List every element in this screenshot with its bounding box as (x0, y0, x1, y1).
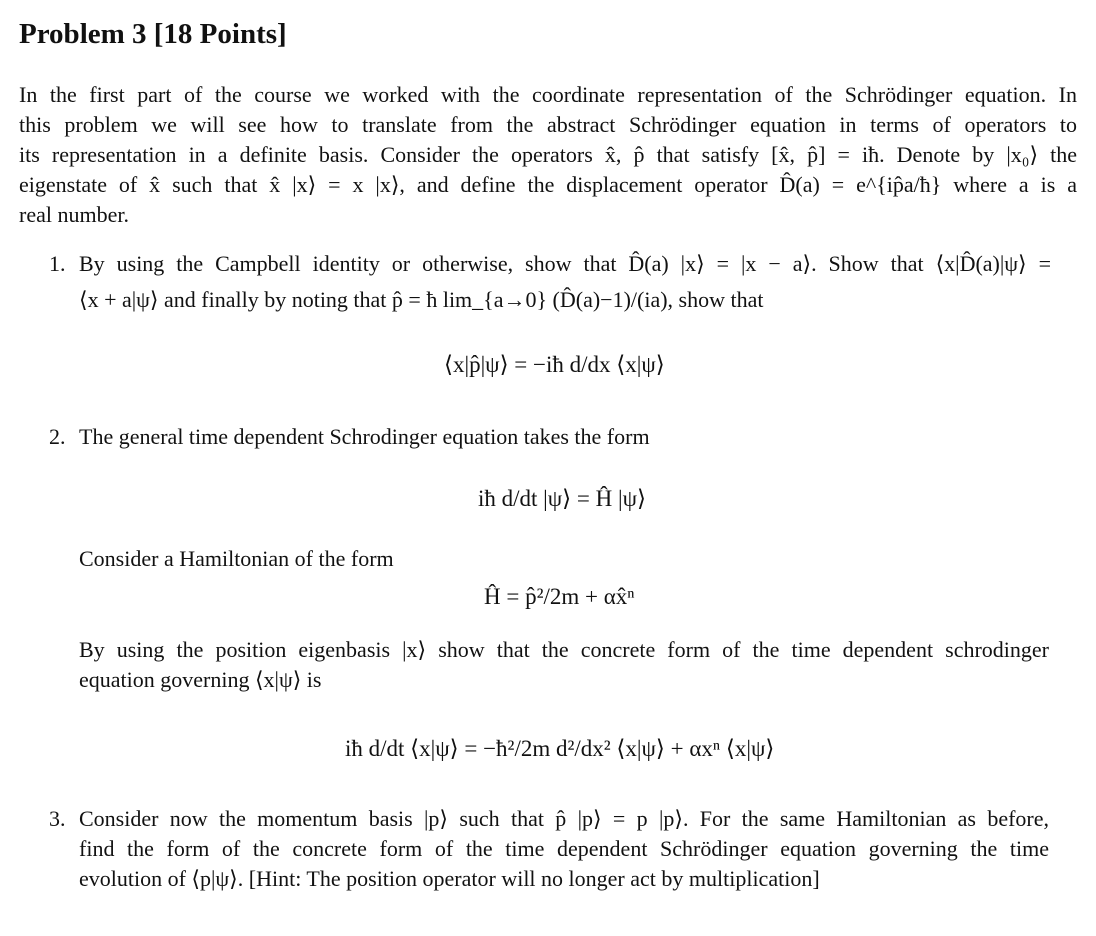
intro-line-5: real number. (19, 202, 129, 227)
intro-line-4: eigenstate of x̂ such that x̂ |x⟩ = x |x⟩, and define the displacement operator D̂(a) = e^{ip̂a/ħ} where a is a (19, 172, 1077, 197)
item-2-line-1: The general time dependent Schrodinger equation takes the form (79, 424, 650, 449)
intro-line-2: this problem we will see how to translate from the abstract Schrödinger equation in terms of operators to (19, 112, 1077, 137)
item-1-equation: ⟨x|p̂|ψ⟩ = −iħ d/dx ⟨x|ψ⟩ (444, 352, 665, 377)
item-3-line-3: evolution of ⟨p|ψ⟩. [Hint: The position operator will no longer act by multiplication] (79, 866, 820, 891)
item-3-line-1: Consider now the momentum basis |p⟩ such that p̂ |p⟩ = p |p⟩. For the same Hamiltonian as before, (79, 806, 1049, 831)
intro-line-1: In the first part of the course we worked with the coordinate representation of the Schrödinger equation. In (19, 82, 1077, 107)
item-1-number: 1. (49, 251, 66, 276)
intro-line-3: its representation in a definite basis. Consider the operators x̂, p̂ that satisfy [x̂, p̂] = iħ. Denote by |x₀⟩ the (19, 142, 1077, 167)
item-3-number: 3. (49, 806, 66, 831)
item-2-equation-2: Ĥ = p̂²/2m + αx̂ⁿ (484, 584, 635, 609)
problem-title: Problem 3 [18 Points] (19, 18, 287, 50)
intro-paragraph (19, 80, 1077, 230)
item-2-line-3: By using the position eigenbasis |x⟩ show that the concrete form of the time dependent schrodinger (79, 637, 1049, 662)
item-2-number: 2. (49, 424, 66, 449)
item-2-line-4: equation governing ⟨x|ψ⟩ is (79, 667, 322, 692)
item-2-line-2: Consider a Hamiltonian of the form (79, 546, 394, 571)
item-2-equation-3: iħ d/dt ⟨x|ψ⟩ = −ħ²/2m d²/dx² ⟨x|ψ⟩ + αxⁿ ⟨x|ψ⟩ (345, 736, 775, 761)
item-1-line-2: ⟨x + a|ψ⟩ and finally by noting that p̂ = ħ lim_{a→0} (D̂(a)−1)/(ia), show that (79, 287, 764, 312)
item-3-line-2: find the form of the concrete form of the time dependent Schrödinger equation governing the time (79, 836, 1049, 861)
item-1-line-1: By using the Campbell identity or otherwise, show that D̂(a) |x⟩ = |x − a⟩. Show that ⟨x|D̂(a)|ψ⟩ = (79, 251, 1051, 276)
item-2-equation-1: iħ d/dt |ψ⟩ = Ĥ |ψ⟩ (478, 486, 646, 511)
